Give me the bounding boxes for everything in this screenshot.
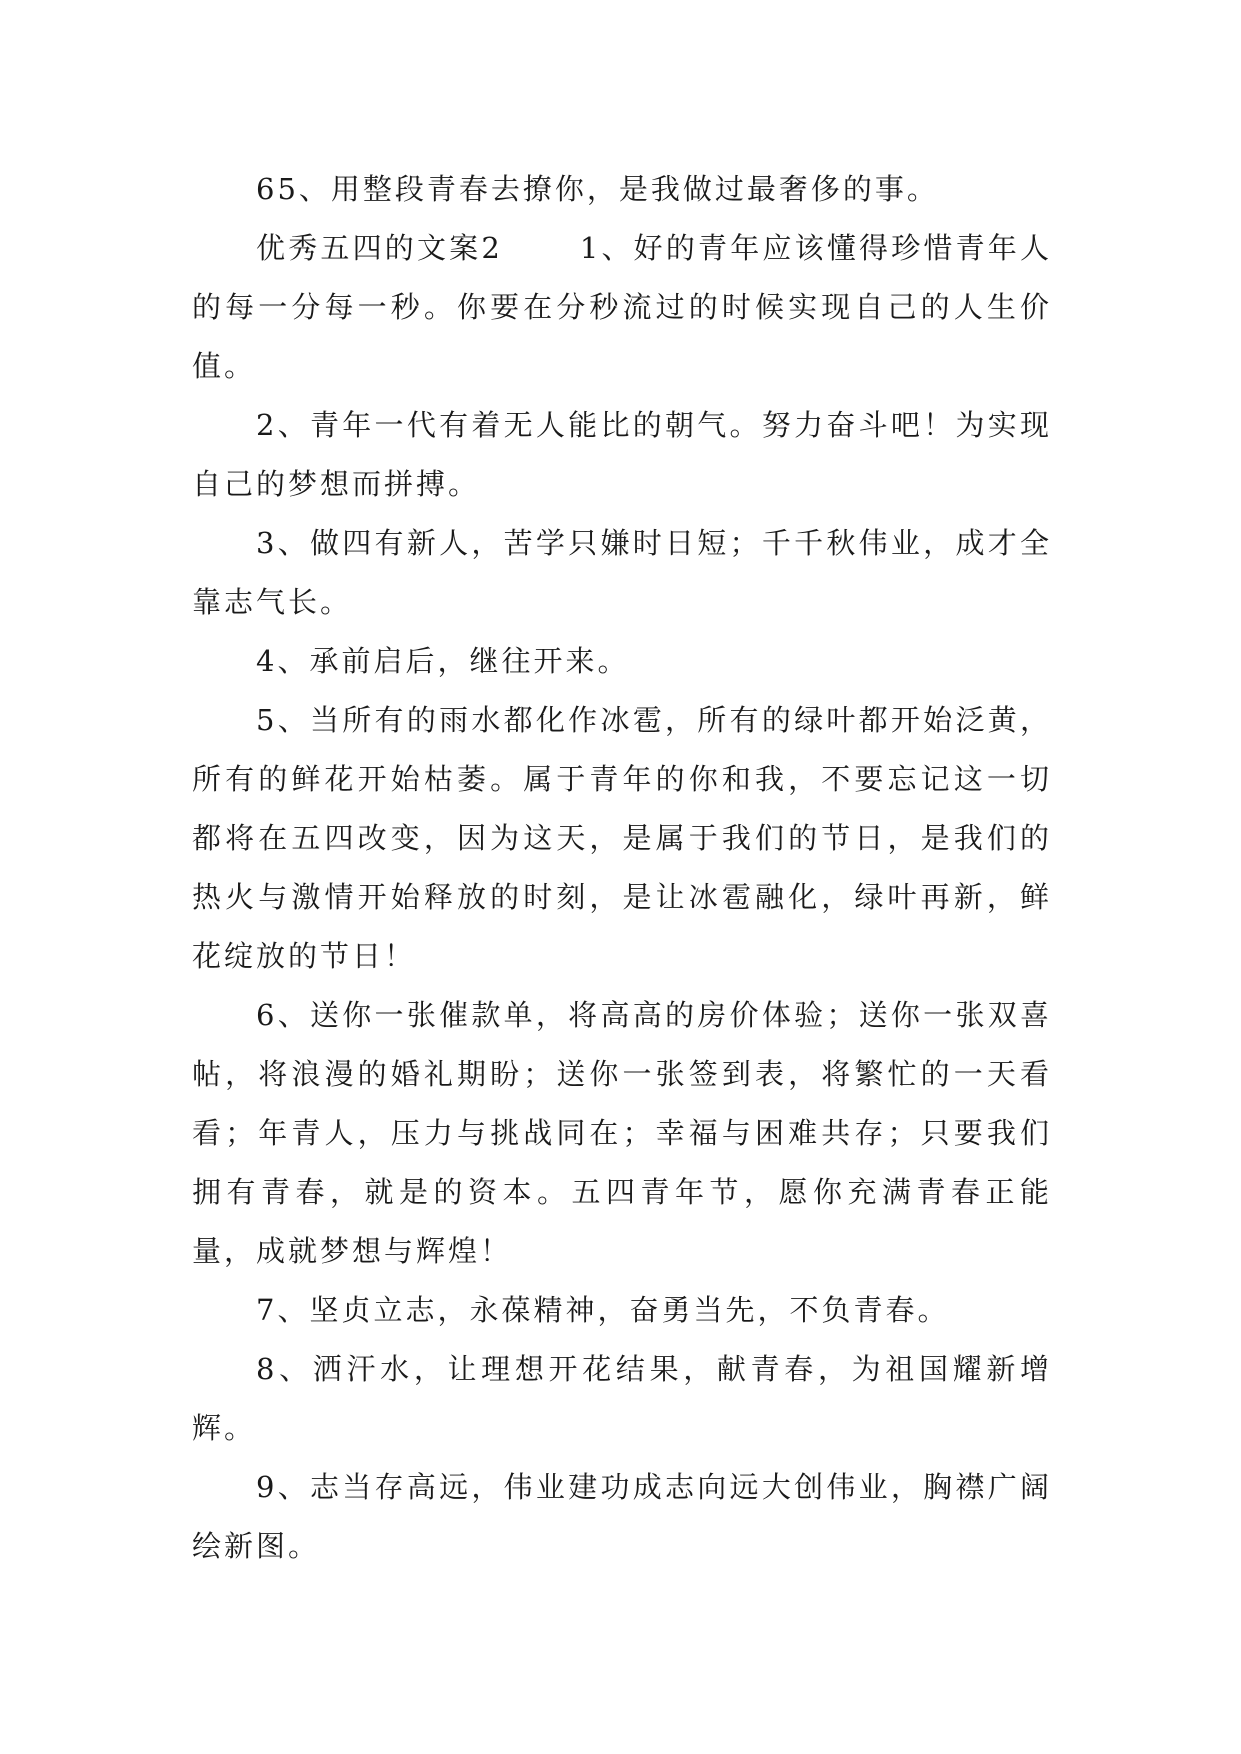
paragraph-5: 5、当所有的雨水都化作冰雹，所有的绿叶都开始泛黄，所有的鲜花开始枯萎。属于青年的你和我，不要忘记这一切都将在五四改变，因为这天，是属于我们的节日，是我们的热火与激情开始释放的时刻，是让冰雹融化，绿叶再新，鲜花绽放的节日！	[192, 703, 1052, 973]
paragraph-65: 65、用整段青春去撩你，是我做过最奢侈的事。	[256, 172, 939, 206]
paragraph-2: 2、青年一代有着无人能比的朝气。努力奋斗吧！为实现自己的梦想而拼搏。	[192, 408, 1052, 501]
paragraph-3: 3、做四有新人，苦学只嫌时日短；千千秋伟业，成才全靠志气长。	[192, 526, 1052, 619]
paragraph-6: 6、送你一张催款单，将高高的房价体验；送你一张双喜帖，将浪漫的婚礼期盼；送你一张签到表，将繁忙的一天看看；年青人，压力与挑战同在；幸福与困难共存；只要我们拥有青春，就是的资本。五四青年节，愿你充满青春正能量，成就梦想与辉煌！	[192, 998, 1052, 1268]
paragraph-7: 7、坚贞立志，永葆精神，奋勇当先，不负青春。	[256, 1293, 950, 1327]
document-body	[192, 160, 1052, 1576]
paragraph-heading-1: 优秀五四的文案2 1、好的青年应该懂得珍惜青年人的每一分每一秒。你要在分秒流过的时候实现自己的人生价值。	[192, 231, 1052, 383]
paragraph-8: 8、洒汗水，让理想开花结果，献青春，为祖国耀新增辉。	[192, 1352, 1052, 1445]
paragraph-4: 4、承前启后，继往开来。	[256, 644, 630, 678]
paragraph-9: 9、志当存高远，伟业建功成志向远大创伟业，胸襟广阔绘新图。	[192, 1470, 1052, 1563]
